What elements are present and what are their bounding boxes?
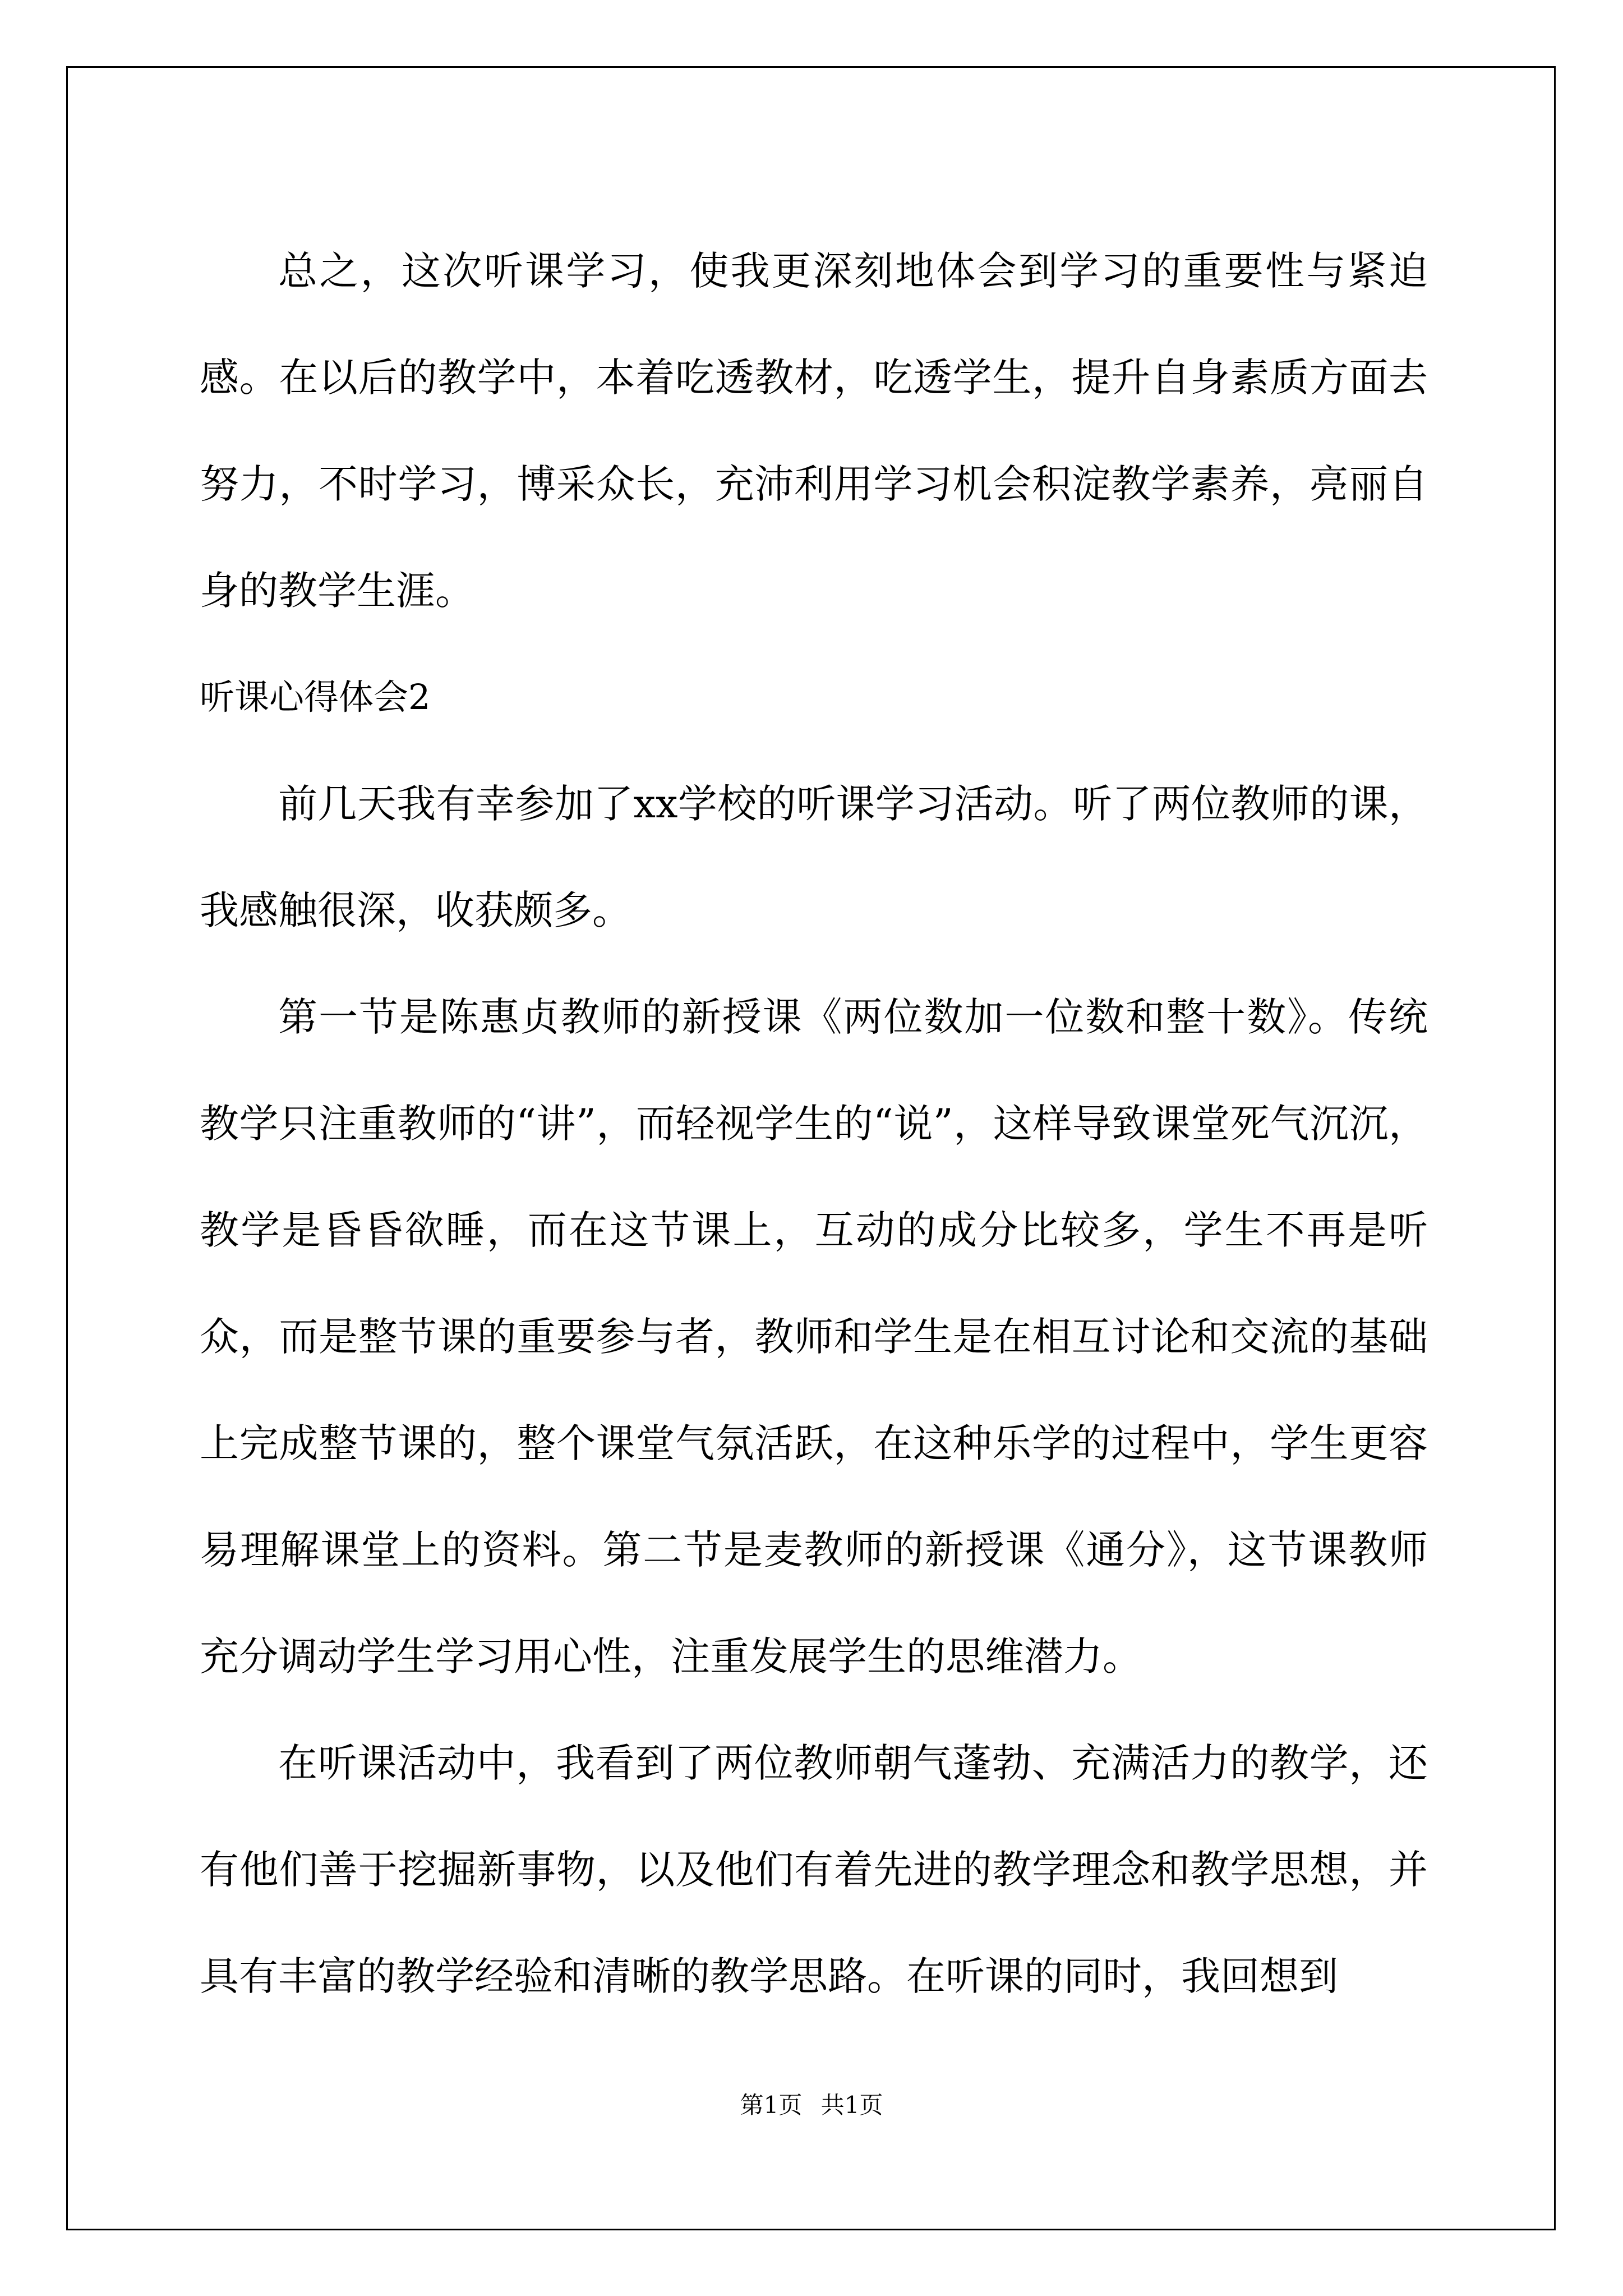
page-footer: 第1页 共1页 <box>740 2091 883 2119</box>
document-body <box>200 218 1428 2030</box>
paragraph-intro: 前几天我有幸参加了xx学校的听课学习活动。听了两位教师的课，我感触很深，收获颇多。 <box>200 781 1428 933</box>
section-heading: 听课心得体会2 <box>200 677 431 717</box>
paragraph-first-lesson: 第一节是陈惠贞教师的新授课《两位数加一位数和整十数》。传统教学只注重教师的“讲”，而轻视学生的“说”，这样导致课堂死气沉沉，教学是昏昏欲睡，而在这节课上，互动的成分比较多，学生不再是听众，而是整节课的重要参与者，教师和学生是在相互讨论和交流的基础上完成整节课的，整个课堂气氛活跃，在这种乐学的过程中，学生更容易理解课堂上的资料。第二节是麦教师的新授课《通分》，这节课教师充分调动学生学习用心性，注重发展学生的思维潜力。 <box>200 994 1428 1680</box>
paragraph-observations: 在听课活动中，我看到了两位教师朝气蓬勃、充满活力的教学，还有他们善于挖掘新事物，以及他们有着先进的教学理念和教学思想，并具有丰富的教学经验和清晰的教学思路。在听课的同时，我回想到 <box>200 1740 1428 1999</box>
paragraph-conclusion: 总之，这次听课学习，使我更深刻地体会到学习的重要性与紧迫感。在以后的教学中，本着吃透教材，吃透学生，提升自身素质方面去努力，不时学习，博采众长，充沛利用学习机会积淀教学素养，亮丽自身的教学生涯。 <box>200 248 1428 614</box>
